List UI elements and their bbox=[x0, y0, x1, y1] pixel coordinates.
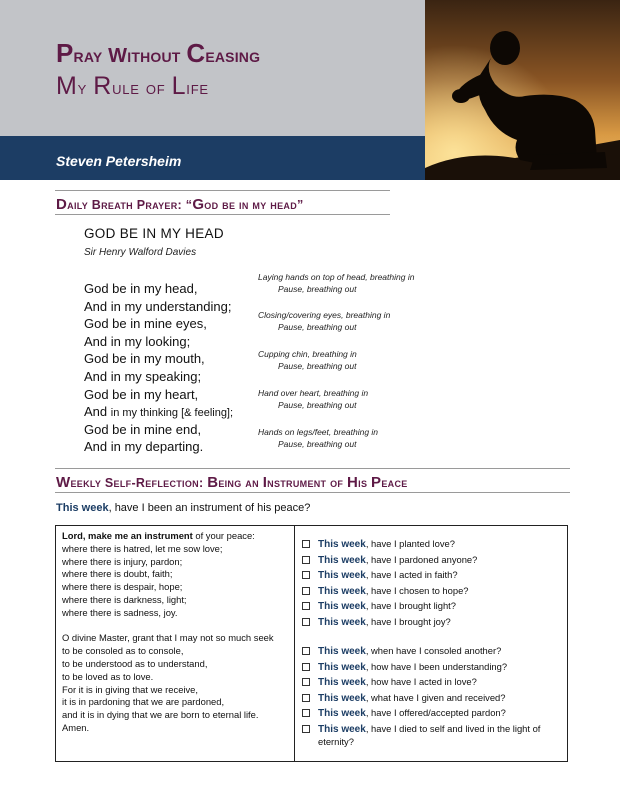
checkbox[interactable] bbox=[302, 709, 310, 717]
column-divider bbox=[294, 526, 295, 761]
peace-prayer bbox=[62, 530, 290, 735]
instruction-head: Laying hands on top of head, breathing in Pause, breathing out bbox=[258, 272, 415, 294]
checkbox[interactable] bbox=[302, 540, 310, 548]
prayer-line-thinking: And in my thinking [& feeling]; bbox=[84, 404, 234, 420]
page-subtitle: My Rule of Life bbox=[56, 72, 209, 100]
checkbox[interactable] bbox=[302, 571, 310, 579]
instruction-heart: Hand over heart, breathing in Pause, breathing out bbox=[258, 388, 369, 410]
checklist-item: This week, when have I consoled another? bbox=[302, 645, 564, 661]
checkbox[interactable] bbox=[302, 725, 310, 733]
prayer-line: where there is doubt, faith; bbox=[62, 568, 173, 580]
checkbox[interactable] bbox=[302, 678, 310, 686]
checklist-item: This week, how have I acted in love? bbox=[302, 676, 564, 692]
checklist-item: This week, have I pardoned anyone? bbox=[302, 554, 564, 570]
checkbox[interactable] bbox=[302, 663, 310, 671]
prayer-line: For it is in giving that we receive, bbox=[62, 683, 198, 695]
prayer-line: where there is despair, hope; bbox=[62, 581, 183, 593]
section-heading-weekly: Weekly Self-Reflection: Being an Instrument of His Peace bbox=[56, 474, 408, 491]
prayer-line: Amen. bbox=[62, 721, 90, 733]
checkbox[interactable] bbox=[302, 602, 310, 610]
checkbox[interactable] bbox=[302, 694, 310, 702]
prayer-line: God be in mine eyes, bbox=[84, 316, 207, 332]
prayer-line: and it is in dying that we are born to eternal life. bbox=[62, 709, 259, 721]
checklist-item: This week, what have I given and received? bbox=[302, 692, 564, 708]
checkbox[interactable] bbox=[302, 556, 310, 564]
prayer-line: God be in my head, bbox=[84, 281, 198, 296]
prayer-line: to be loved as to love. bbox=[62, 670, 154, 682]
prayer-line: where there is hatred, let me sow love; bbox=[62, 542, 223, 554]
instruction-mouth: Cupping chin, breathing in Pause, breathing out bbox=[258, 349, 357, 371]
prayer-title: GOD BE IN MY HEAD bbox=[84, 226, 224, 241]
divider-line bbox=[55, 190, 390, 191]
prayer-line: God be in mine end, bbox=[84, 421, 202, 437]
prayer-line: O divine Master, grant that I may not so much seek bbox=[62, 632, 274, 644]
checklist-item: This week, have I chosen to hope? bbox=[302, 585, 564, 601]
prayer-line: it is in pardoning that we are pardoned, bbox=[62, 696, 225, 708]
checkbox[interactable] bbox=[302, 587, 310, 595]
checklist-item: This week, have I acted in faith? bbox=[302, 569, 564, 585]
instruction-eyes: Closing/covering eyes, breathing in Pause, breathing out bbox=[258, 310, 391, 332]
prayer-line: where there is injury, pardon; bbox=[62, 555, 183, 567]
prayer-line: Lord, make me an instrument of your peace: bbox=[62, 530, 255, 541]
weekly-question: This week, have I been an instrument of his peace? bbox=[56, 502, 311, 514]
prayer-line: to be understood as to understand, bbox=[62, 657, 208, 669]
divider-line bbox=[55, 468, 570, 469]
page-title: Pray Without Ceasing bbox=[56, 38, 261, 68]
checklist-item: This week, have I offered/accepted pardon? bbox=[302, 707, 564, 723]
instruction-end: Hands on legs/feet, breathing in Pause, breathing out bbox=[258, 427, 379, 449]
prayer-line: And in my looking; bbox=[84, 333, 191, 349]
checklist-item: This week, have I brought light? bbox=[302, 600, 564, 616]
prayer-text bbox=[84, 280, 233, 456]
prayer-line: where there is sadness, joy. bbox=[62, 606, 178, 618]
prayer-line: God be in my mouth, bbox=[84, 351, 205, 367]
checklist-item: This week, have I died to self and lived in the light of eternity? bbox=[302, 723, 564, 751]
prayer-line: And in my departing. bbox=[84, 439, 204, 455]
prayer-line: And in my understanding; bbox=[84, 298, 232, 314]
prayer-line: God be in my heart, bbox=[84, 386, 199, 402]
prayer-author: Sir Henry Walford Davies bbox=[84, 247, 197, 258]
reflection-checklist bbox=[302, 538, 564, 751]
checklist-item: This week, how have I been understanding? bbox=[302, 661, 564, 677]
checkbox[interactable] bbox=[302, 647, 310, 655]
divider-line bbox=[55, 492, 570, 493]
prayer-line: to be consoled as to console, bbox=[62, 645, 184, 657]
prayer-line: And in my speaking; bbox=[84, 368, 202, 384]
divider-line bbox=[55, 214, 390, 215]
prayer-line: where there is darkness, light; bbox=[62, 593, 187, 605]
kneeling-silhouette-photo bbox=[425, 0, 620, 180]
author-name: Steven Petersheim bbox=[56, 153, 182, 169]
checkbox[interactable] bbox=[302, 618, 310, 626]
section-heading-daily: Daily Breath Prayer: “God be in my head” bbox=[56, 196, 304, 213]
checklist-item: This week, have I brought joy? bbox=[302, 616, 564, 632]
reflection-table bbox=[55, 525, 568, 762]
checklist-item: This week, have I planted love? bbox=[302, 538, 564, 554]
